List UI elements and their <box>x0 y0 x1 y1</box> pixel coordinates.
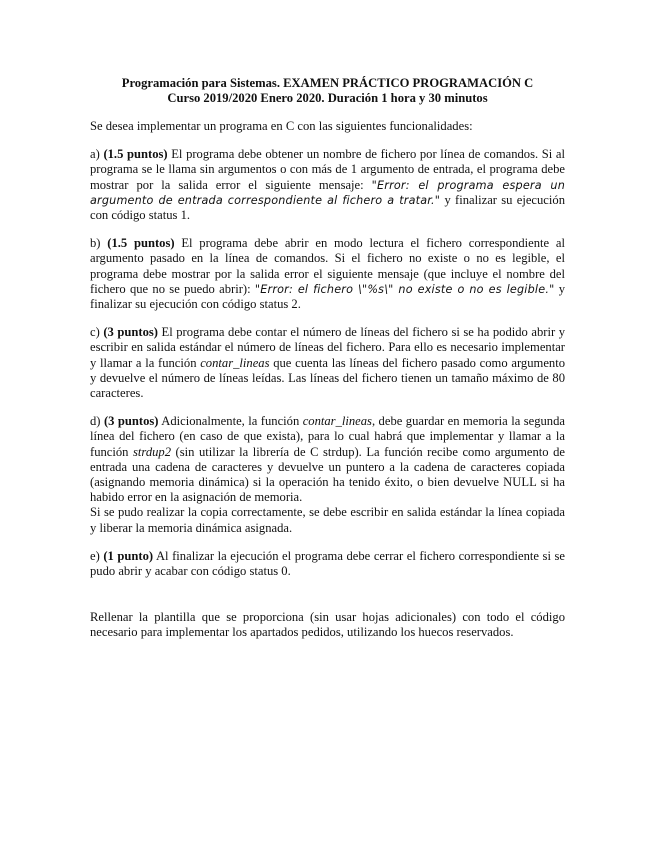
section-a-letter: a) <box>90 147 100 162</box>
section-b-points: (1.5 puntos) <box>107 236 175 251</box>
section-d-text1: Adicionalmente, la función <box>158 414 303 429</box>
section-e-points: (1 punto) <box>103 548 154 563</box>
exam-page <box>90 76 565 641</box>
section-b-letter: b) <box>90 236 101 251</box>
exam-header <box>90 76 565 106</box>
section-d-points: (3 puntos) <box>103 414 159 429</box>
section-a-text1: El programa debe obtener un nombre de fichero por línea de comandos. Si al programa se le llama sin argumentos o con más de 1 argumento de entrada, el programa debe mostrar por la salida error el siguiente mensaje: <box>90 147 565 192</box>
section-b-text2: y finalizar su ejecución con código status 2. <box>90 281 566 312</box>
section-b-error-message: "Error: el fichero \"%s\" no existe o no es legible." <box>254 282 555 296</box>
section-a-error-message: "Error: el programa espera un argumento de entrada correspondiente al fichero a tratar." <box>90 178 565 207</box>
section-b <box>90 236 565 312</box>
section-d-letter: d) <box>90 414 101 429</box>
exam-subtitle: Curso 2019/2020 Enero 2020. Duración 1 hora y 30 minutos <box>167 91 488 105</box>
section-d-text2: , debe guardar en memoria la segunda línea del fichero (en caso de que exista), para lo cual habrá que implementar y llamar a la función <box>90 414 565 459</box>
section-d-text3: (sin utilizar la librería de C strdup). La función recibe como argumento de entrada una cadena de caracteres y devuelve un puntero a la cadena de caracteres copiada (asignando memoria dinámica) si la operación ha tenido éxito, o bien devuelve NULL si ha habido error en la asignación de memoria. <box>90 444 565 505</box>
section-d-paragraph2: Si se pudo realizar la copia correctamente, se debe escribir en salida estándar la línea copiada y liberar la memoria dinámica asignada. <box>90 505 565 535</box>
exam-title: Programación para Sistemas. EXAMEN PRÁCTICO PROGRAMACIÓN C <box>121 76 534 90</box>
section-e-letter: e) <box>90 548 100 563</box>
closing-instructions: Rellenar la plantilla que se proporciona (sin usar hojas adicionales) con todo el código necesario para implementar los apartados pedidos, utilizando los huecos reservados. <box>90 610 565 640</box>
section-e <box>90 549 565 579</box>
section-d-function2-name: strdup2 <box>133 444 172 459</box>
section-c-letter: c) <box>90 325 100 340</box>
section-e-text1: Al finalizar la ejecución el programa debe cerrar el fichero correspondiente si se pudo abrir y acabar con código status 0. <box>90 548 565 579</box>
section-c-function-name: contar_lineas <box>200 355 270 370</box>
section-c-text1: El programa debe contar el número de líneas del fichero si se ha podido abrir y escribir en salida estándar el número de líneas del fichero. Para ello es necesario implementar y llamar a la función <box>90 325 565 370</box>
section-d-function-name: contar_lineas <box>302 414 372 429</box>
section-c-points: (3 puntos) <box>103 325 158 340</box>
section-a-points: (1.5 puntos) <box>103 147 168 162</box>
section-c-text2: que cuenta las líneas del fichero pasado como argumento y devuelve el número de líneas leídas. Las líneas del fichero tienen un tamaño máximo de 80 caracteres. <box>90 355 565 401</box>
section-a <box>90 147 565 223</box>
section-b-text1: El programa debe abrir en modo lectura el fichero correspondiente al argumento pasado en la línea de comandos. Si el fichero no existe o no es legible, el programa debe mostrar por la salida error el siguiente mensaje (que incluye el nombre del fichero que no se puedo abrir): <box>90 236 565 296</box>
section-d <box>90 414 565 505</box>
section-c <box>90 325 565 401</box>
intro-text: Se desea implementar un programa en C con las siguientes funcionalidades: <box>90 119 473 133</box>
section-a-text2: y finalizar su ejecución con código status 1. <box>90 192 565 223</box>
